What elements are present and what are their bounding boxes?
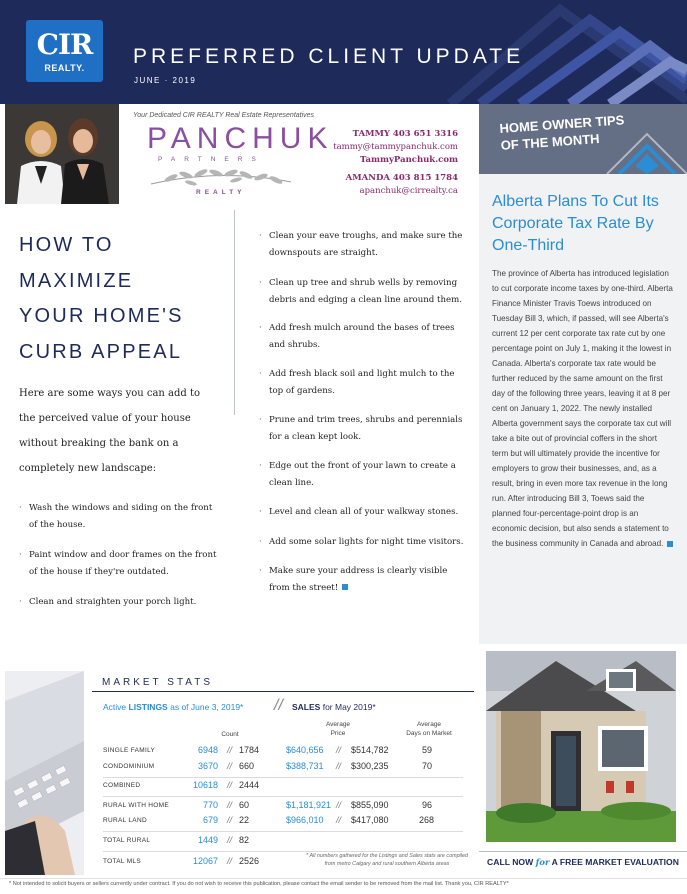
tip-item: · Add fresh mulch around the bases of trees and shrubs. [269,320,469,353]
keyboard-photo [5,671,84,875]
tips-banner-line2: OF THE MONTH [500,131,600,153]
col-header-count: Count [221,731,239,738]
sales-post: for May 2019* [322,702,376,712]
tip-item-text: Make sure your address is clearly visible from the street! [269,566,448,593]
cell-sales: 1784 [239,745,260,755]
contact-amanda-email[interactable]: apanchuk@cirrealty.ca [359,186,458,196]
active-pre: Active [103,702,127,712]
column-divider [234,210,235,415]
cta-part3: A FREE MARKET EVALUATION [551,857,679,867]
panchuk-brand-partners: PARTNERS [158,156,265,163]
cell-active: 12067 [192,856,218,866]
market-stats-title: MARKET STATS [102,677,214,688]
cell-sales: 660 [239,761,255,771]
house-roof-icon [479,104,687,174]
main-article-title [19,228,229,370]
contact-tammy-email[interactable]: tammy@tammypanchuk.com [333,142,458,152]
table-row [103,815,463,829]
cell-price-sales: $514,782 [351,745,389,755]
row-label: TOTAL RURAL [103,837,151,844]
separator: // [336,745,342,755]
end-square-icon [342,584,348,590]
cta-part1: CALL NOW [487,857,534,867]
row-label: TOTAL MLS [103,858,141,865]
separator: // [227,761,233,771]
tip-item: · Edge out the front of your lawn to create a clean line. [269,458,469,491]
tip-item: · Paint window and door frames on the front of the house if they're outdated. [29,547,219,580]
col-header-line: Days on Market [406,730,452,737]
separator: // [336,800,342,810]
cell-price-sales: $855,090 [351,800,389,810]
separator: // [336,761,342,771]
row-divider [103,796,463,797]
separator: // [227,856,233,866]
cell-sales: 2444 [239,780,260,790]
cell-sales: 60 [239,800,250,810]
agent-photo [5,104,119,204]
tip-item: · Level and clean all of your walkway stones. [269,504,469,521]
row-label: RURAL WITH HOME [103,802,170,809]
agents-image [5,104,119,204]
separator: // [227,745,233,755]
cell-active: 3670 [197,761,218,771]
row-divider [103,777,463,778]
cell-sales: 82 [239,835,250,845]
cell-sales: 22 [239,815,250,825]
contact-amanda-phone: AMANDA 403 815 1784 [345,173,458,183]
main-article-intro: Here are some ways you can add to the perceived value of your house without breaking the bank on a completely new landscape: [19,388,201,474]
active-bold: LISTINGS [128,702,168,712]
cell-sales: 2526 [239,856,260,866]
col-header-avg-price [308,720,368,738]
cell-price-active: $966,010 [286,815,324,825]
cell-price-active: $388,731 [286,761,324,771]
cell-days: 96 [422,800,433,810]
tips-article-text: The province of Alberta has introduced legislation to cut corporate income taxes by one-third. Alberta Finance Minister Travis Toews introduced on Tuesday Bill 3, which, if passed, will see Alberta's current 12 per cent corporate tax rate cut by one percentage point on July 1, making it the lowest in Canada. Alberta's corporate tax rate would be further reduced by the same amount on the first day of the following three years, leaving it at 8 per cent on January 1, 2022. The newly installed Alberta government says the corporate tax cut will take a bite out of provincial coffers in the short term but will ultimately provide the incentive for employers to grow their businesses, and, as a result, bring in even more tax revenue in the long run. After introducing Bill 3, Toews said the planned four-percentage-point drop is an economic decision, but also sends a statement to the business community in Canada and abroad. [492,269,673,548]
cell-days: 268 [419,815,435,825]
col-header-avg-days [398,720,460,738]
tips-list-right [269,228,469,596]
panchuk-brand-realty: REALTY [196,189,246,196]
tips-list-left [29,500,219,611]
cell-active: 6948 [197,745,218,755]
end-square-icon [667,541,673,547]
logo-mark: CIR [36,28,93,61]
tip-item: · Prune and trim trees, shrubs and perennials for a clean kept look. [269,412,469,445]
col-header-line: Price [330,730,346,737]
separator: // [227,780,233,790]
panchuk-brand-name: PANCHUK [147,122,334,155]
table-row [103,835,463,849]
row-label: SINGLE FAMILY [103,747,156,754]
tip-item: · Wash the windows and siding on the front of the house. [29,500,219,533]
house-image [486,651,676,842]
stats-footnote: * All numbers gathered for the Listings and Sales stats are compiled from metro Calgary and rural southern Alberta areas [306,853,468,867]
contact-tammy-phone: TAMMY 403 651 3316 [352,129,458,139]
tips-banner-line1: HOME OWNER TIPS [499,112,625,136]
col-header-line: Average [325,721,351,728]
cell-price-active: $1,181,921 [286,800,332,810]
tip-item: · Add some solar lights for night time visitors. [269,534,469,551]
newsletter-title: PREFERRED CLIENT UPDATE [133,45,525,68]
row-divider [103,831,463,832]
newsletter-header [0,0,687,104]
cell-price-sales: $417,080 [351,815,389,825]
row-label: COMBINED [103,782,141,789]
table-row [103,761,463,775]
active-post: as of June 3, 2019* [170,702,244,712]
active-listings-heading [103,702,243,712]
table-row [103,800,463,814]
agent-tagline: Your Dedicated CIR REALTY Real Estate Representatives [133,112,315,119]
cell-days: 70 [422,761,433,771]
cell-active: 10618 [192,780,218,790]
col-header-line: Average [416,721,442,728]
separator: // [336,815,342,825]
logo-subtext: REALTY. [44,63,85,73]
disclaimer-text: * Not intended to solicit buyers or sellers currently under contract. If you do not wish to receive this publication, please contact the email sender to be removed from the mail list. Thank you, CIR REALTY* [9,881,509,887]
row-label: CONDOMINIUM [103,763,155,770]
main-title-line: CURB APPEAL [19,340,183,363]
cell-active: 770 [202,800,218,810]
cell-active: 679 [202,815,218,825]
cell-price-sales: $300,235 [351,761,389,771]
market-stats-rule [92,691,474,692]
cir-realty-logo [26,20,103,82]
tips-banner [479,104,687,174]
tip-item: · Add fresh black soil and light mulch to the top of gardens. [269,366,469,399]
double-slash-icon: // [274,697,283,714]
cta-divider [479,851,687,852]
table-row [103,780,463,794]
cell-days: 59 [422,745,433,755]
call-now-cta[interactable] [483,857,683,868]
table-row [103,745,463,759]
tips-article-body [492,266,674,551]
row-label: RURAL LAND [103,817,147,824]
separator: // [227,815,233,825]
tip-item [269,563,469,596]
sales-heading [292,702,376,712]
sales-bold: SALES [292,702,321,712]
tip-item: · Clean and straighten your porch light. [29,594,219,611]
tip-item: · Clean your eave troughs, and make sure the downspouts are straight. [269,228,469,261]
tips-article-title: Alberta Plans To Cut Its Corporate Tax Rate By One-Third [492,193,659,254]
newsletter-date: JUNE · 2019 [134,76,197,85]
main-title-line: MAXIMIZE [19,269,134,292]
cta-part2: for [535,858,550,868]
cell-active: 1449 [197,835,218,845]
tip-item: · Clean up tree and shrub wells by removing debris and edging a clean line around them. [269,275,469,308]
contact-tammy-website[interactable]: TammyPanchuk.com [359,155,458,165]
main-title-line: YOUR HOME'S [19,305,184,327]
cell-price-active: $640,656 [286,745,324,755]
leaf-branch-icon [146,164,296,190]
main-title-line: HOW TO [19,234,114,256]
house-photo [486,651,676,842]
separator: // [227,835,233,845]
separator: // [227,800,233,810]
keyboard-image [5,671,84,875]
